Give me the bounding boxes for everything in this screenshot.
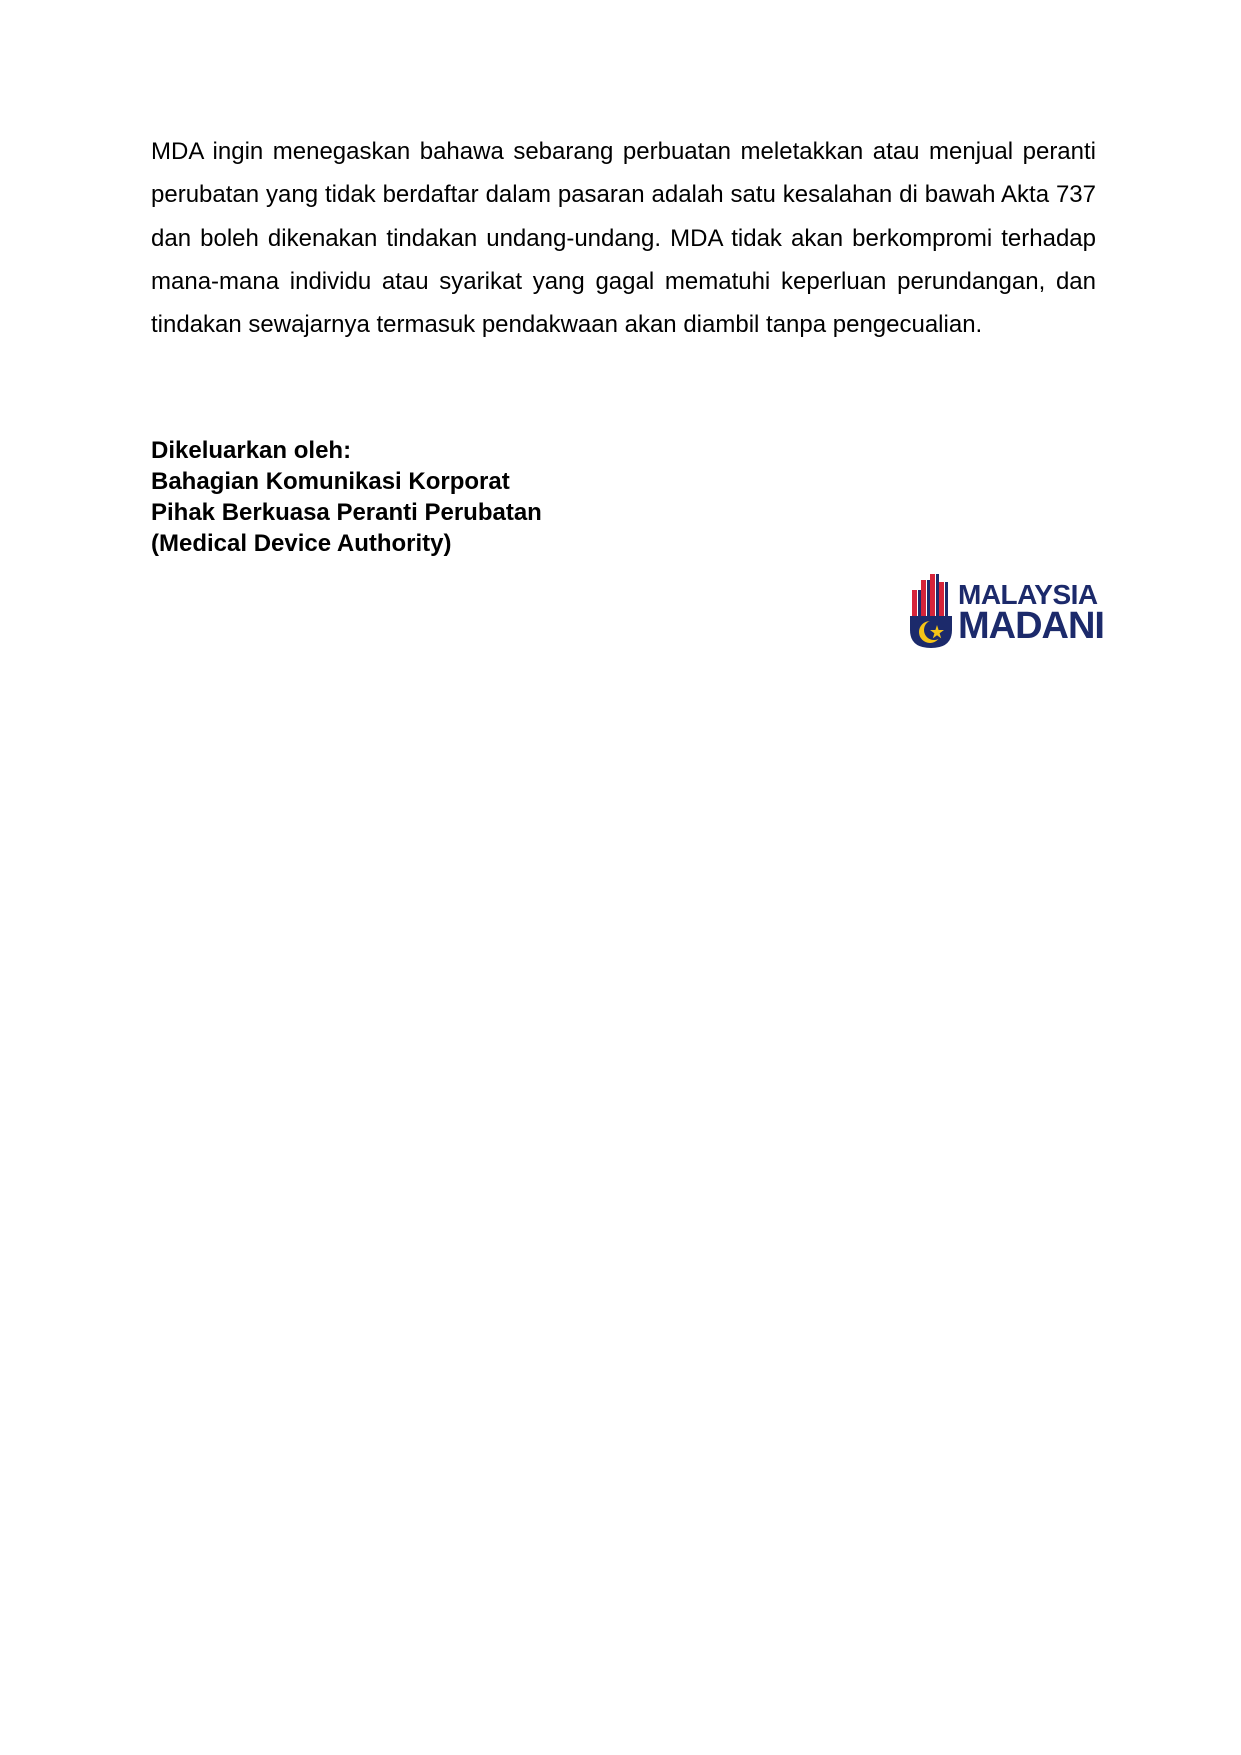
issuer-agency-english: (Medical Device Authority) [151,530,452,557]
logo-text-madani: MADANI [958,605,1104,647]
body-paragraph: MDA ingin menegaskan bahawa sebarang perbuatan meletakkan atau menjual peranti perubatan yang tidak berdaftar dalam pasaran adalah satu kesalahan di bawah Akta 737 dan boleh dikenakan tindakan undang-undang. MDA tidak akan berkompromi terhadap mana-mana individu atau syarikat yang gagal mematuhi keperluan perundangan, dan tindakan sewajarnya termasuk pendakwaan akan diambil tanpa pengecualian. [151,138,1096,339]
issuer-agency: Pihak Berkuasa Peranti Perubatan [151,499,542,526]
logo-text-malaysia: MALAYSIA [958,579,1098,610]
issuer-block [151,435,851,559]
malaysia-madani-logo [906,570,1108,650]
issuer-department: Bahagian Komunikasi Korporat [151,468,510,495]
issuer-label: Dikeluarkan oleh: [151,437,352,464]
malaysia-madani-logo-icon [906,570,956,650]
